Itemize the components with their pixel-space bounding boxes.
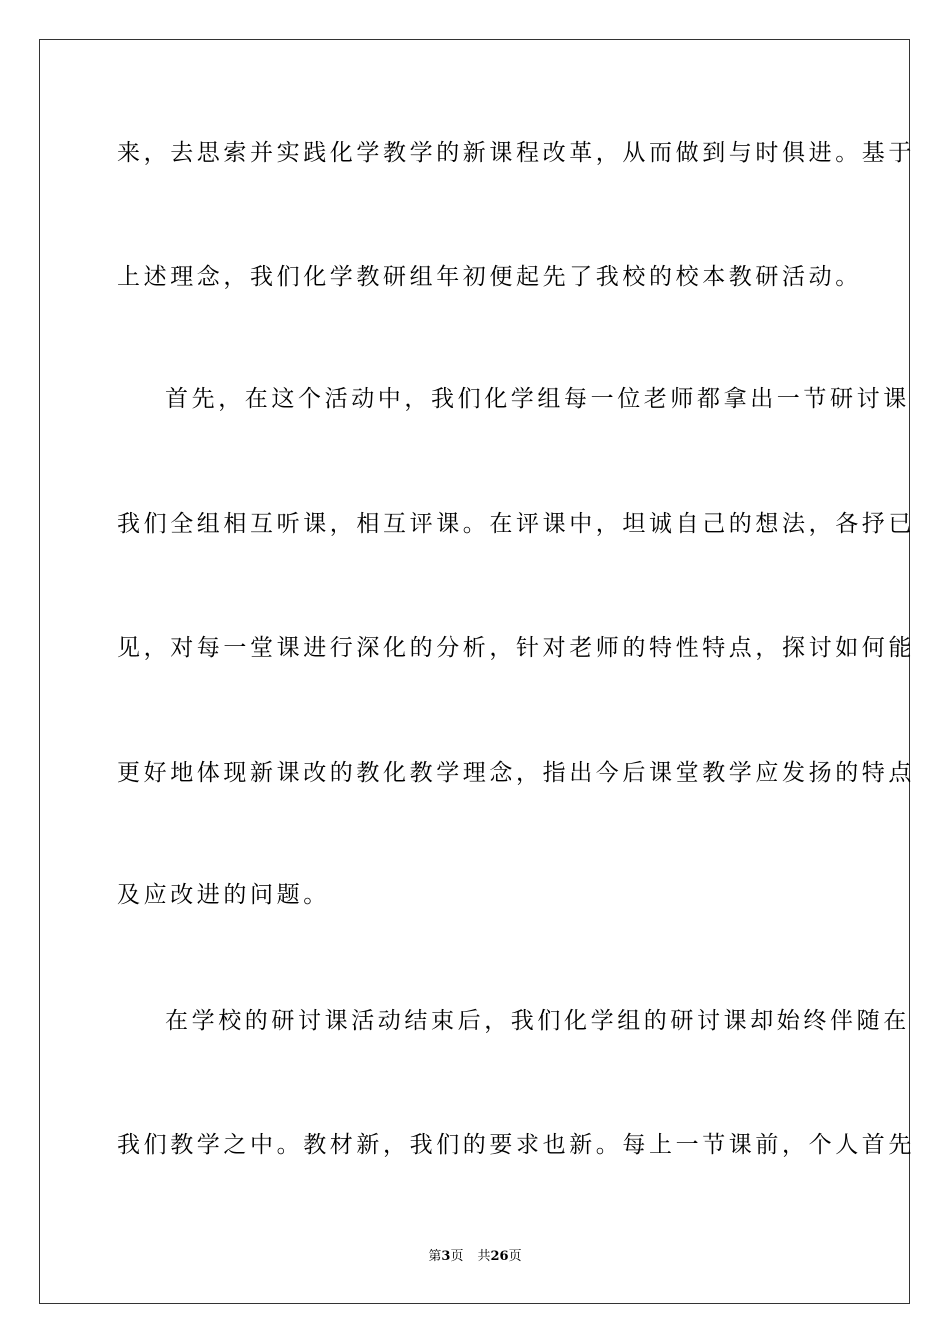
body-text-line: 在学校的研讨课活动结束后，我们化学组的研讨课却始终伴随在 bbox=[165, 1008, 910, 1034]
total-prefix: 共 bbox=[477, 1249, 491, 1264]
body-text-line: 来，去思索并实践化学教学的新课程改革，从而做到与时俱进。基于 bbox=[117, 140, 915, 166]
total-page-count: 26 bbox=[490, 1249, 509, 1264]
page-suffix: 页 bbox=[450, 1249, 464, 1264]
body-text-line: 上述理念，我们化学教研组年初便起先了我校的校本教研活动。 bbox=[117, 264, 862, 290]
page-border bbox=[39, 39, 915, 1304]
body-text-line: 我们教学之中。教材新，我们的要求也新。每上一节课前，个人首先 bbox=[117, 1132, 915, 1158]
body-text-line: 首先，在这个活动中，我们化学组每一位老师都拿出一节研讨课 bbox=[165, 386, 910, 412]
total-suffix: 页 bbox=[508, 1249, 522, 1264]
current-page-number: 3 bbox=[441, 1249, 451, 1264]
page-prefix: 第 bbox=[428, 1249, 442, 1264]
page-footer bbox=[0, 1248, 950, 1266]
body-text-line: 见，对每一堂课进行深化的分析，针对老师的特性特点，探讨如何能 bbox=[117, 635, 915, 661]
body-text-line: 及应改进的问题。 bbox=[117, 882, 330, 908]
body-text-line: 我们全组相互听课，相互评课。在评课中，坦诚自己的想法，各抒已 bbox=[117, 511, 915, 537]
body-text-line: 更好地体现新课改的教化教学理念，指出今后课堂教学应发扬的特点 bbox=[117, 760, 915, 786]
